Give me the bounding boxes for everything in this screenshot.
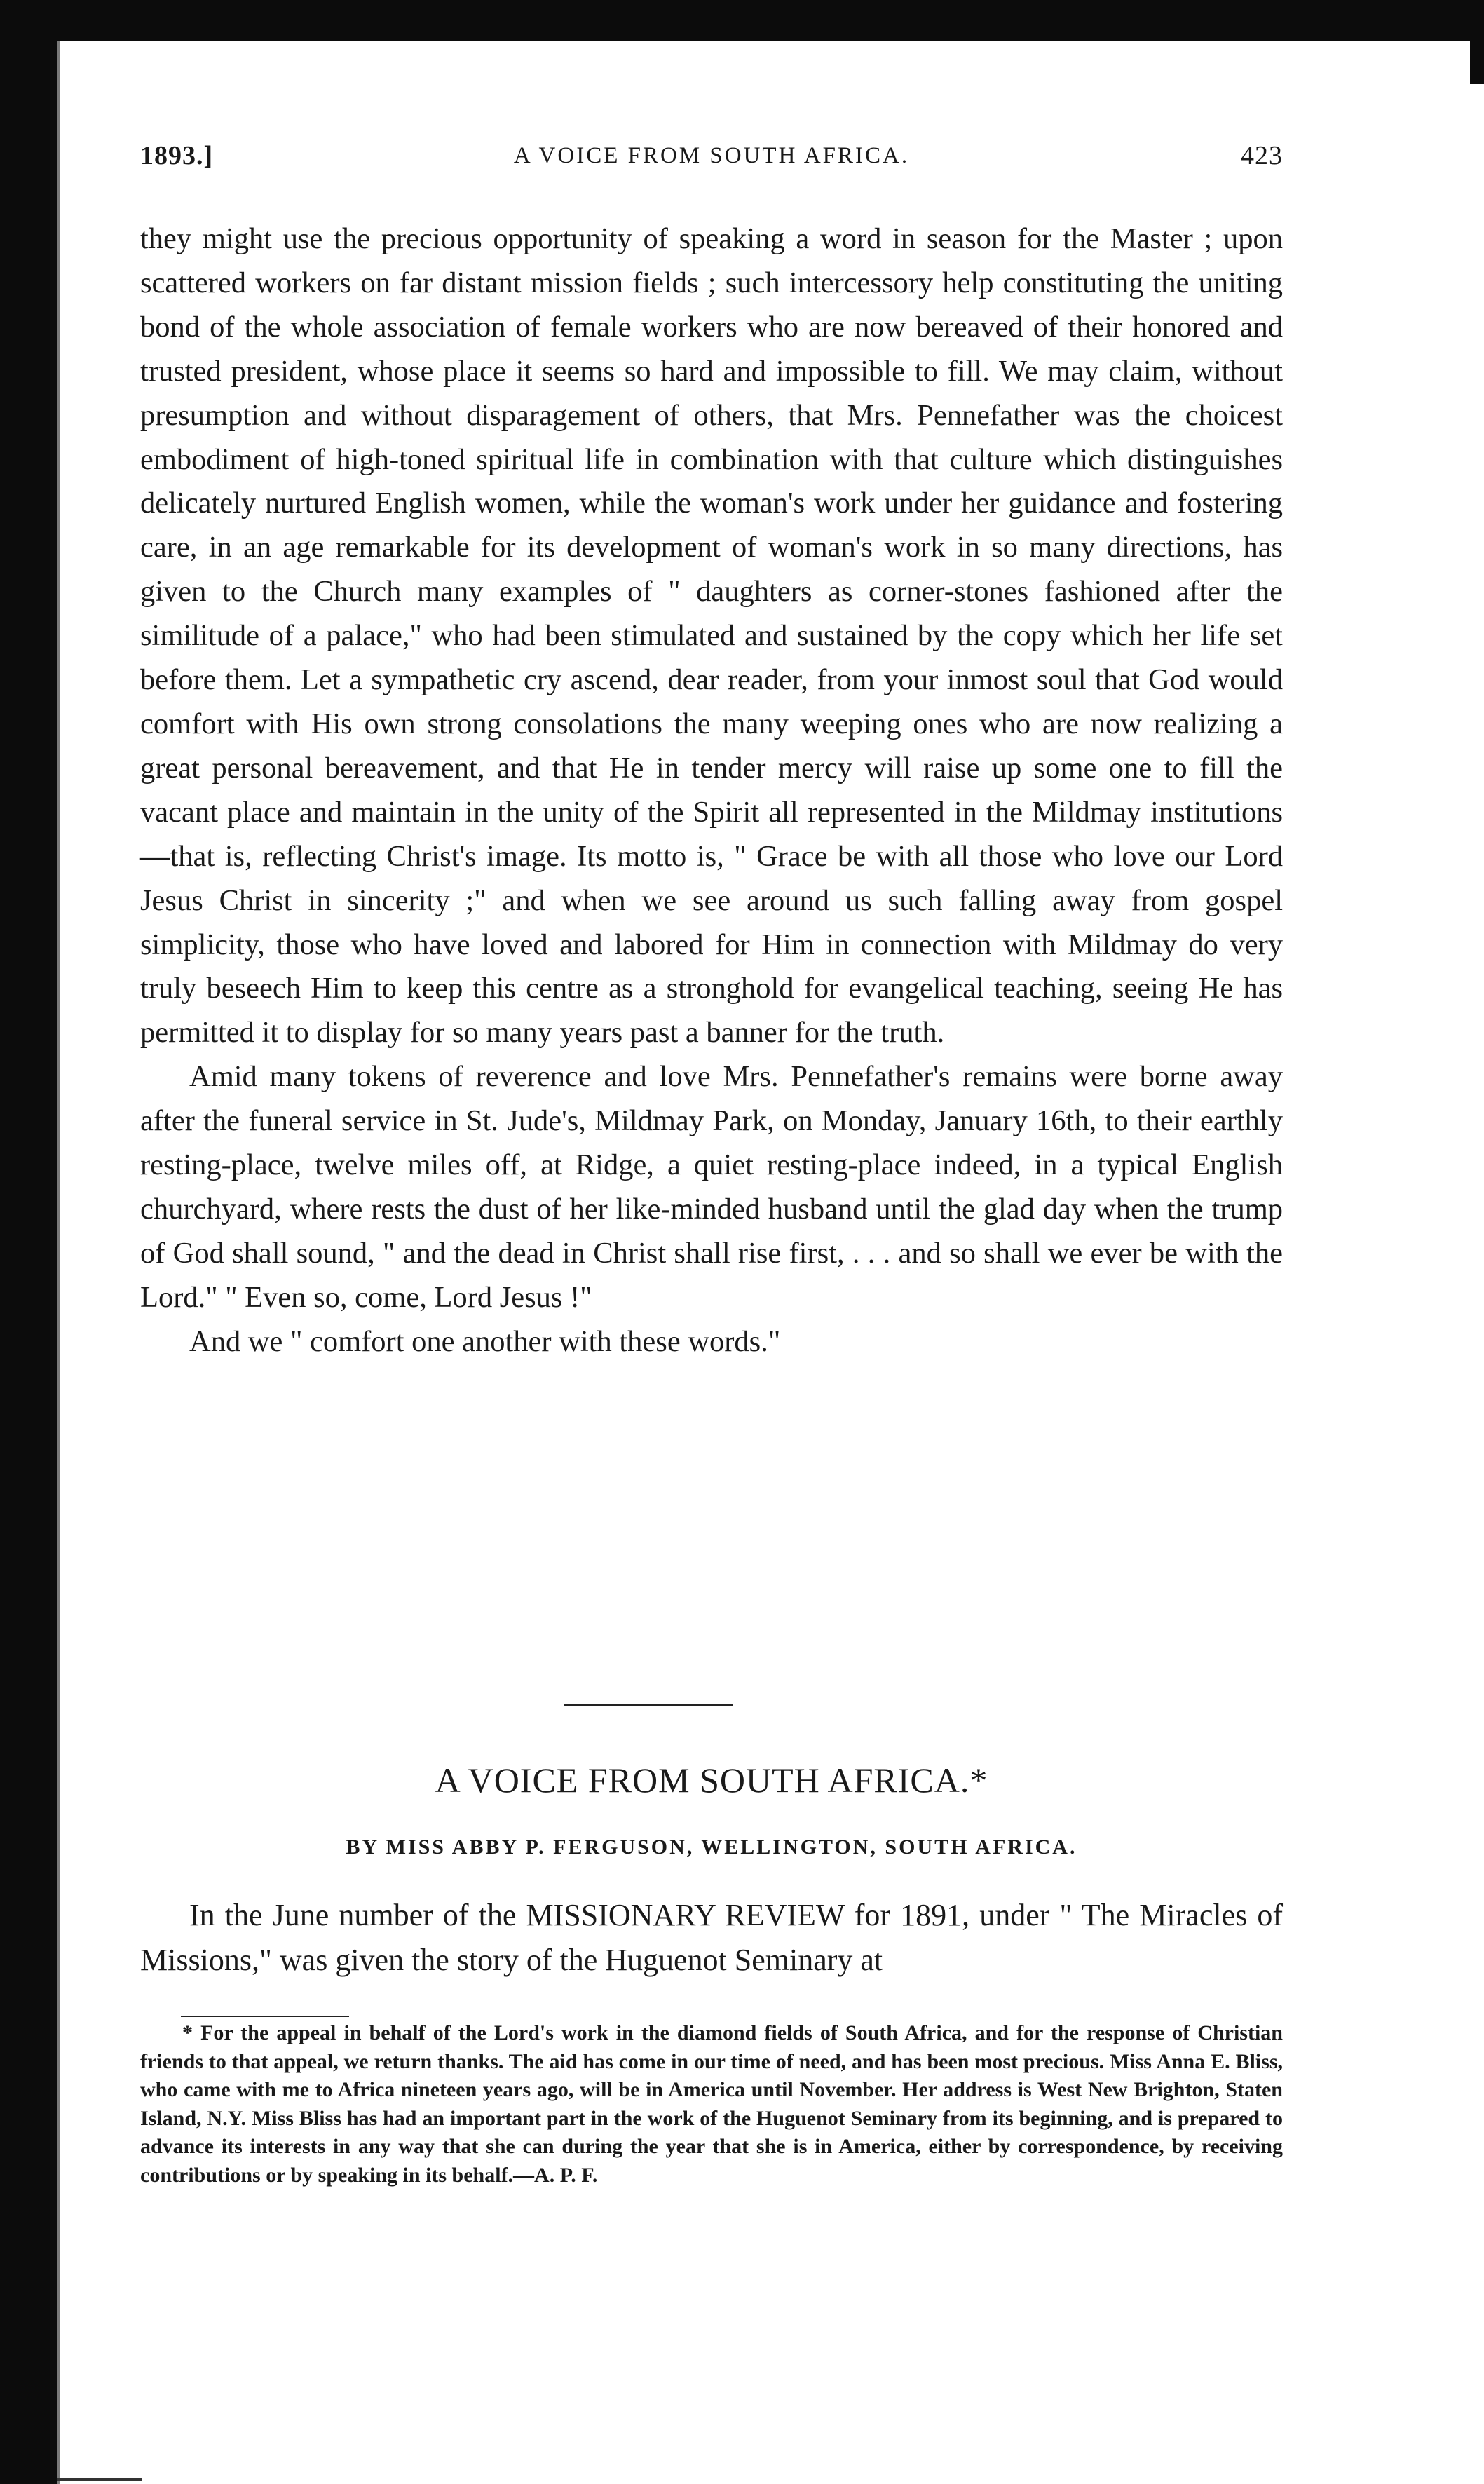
article-intro [140,1893,1283,1983]
scan-border-corner [1470,0,1484,84]
running-head-title: A VOICE FROM SOUTH AFRICA. [513,143,910,168]
article-byline: BY MISS ABBY P. FERGUSON, WELLINGTON, SOUTH AFRICA. [346,1835,1077,1859]
running-head-year: 1893.] [140,141,214,170]
running-head [140,140,1283,182]
paragraph-1: they might use the precious opportunity of speaking a word in season for the Master ; upon scattered workers on far distant mission fields ; such intercessory help constituting the uniting bond of the whole association of female workers who are now bereaved of their honored and trusted president, whose place it seems so hard and impossible to fill. We may claim, without presumption and without disparagement of others, that Mrs. Pennefather was the choicest embodiment of high-toned spiritual life in combination with that culture which distinguishes delicately nurtured English women, while the woman's work under her guidance and fostering care, in an age remarkable for its development of woman's work in so many directions, has given to the Church many examples of " daughters as corner-stones fashioned after the similitude of a palace," who had been stimulated and sustained by the copy which her life set before them. Let a sympathetic cry ascend, dear reader, from your inmost soul that God would comfort with His own strong consolations the many weeping ones who are now realizing a great personal bereavement, and that He in tender mercy will raise up some one to fill the vacant place and maintain in the unity of the Spirit all represented in the Mildmay institutions—that is, reflecting Christ's image. Its motto is, " Grace be with all those who love our Lord Jesus Christ in sincerity ;" and when we see around us such falling away from gospel simplicity, those who have loved and labored for Him in connection with Mildmay do very truly beseech Him to keep this centre as a stronghold for evangelical teaching, seeing He has permitted it to display for so many years past a banner for the truth. [140,222,1283,1050]
footnote-text: * For the appeal in behalf of the Lord's work in the diamond fields of South Africa, and for the response of Christian friends to that appeal, we return thanks. The aid has come in our time of need, and has been most precious. Miss Anna E. Bliss, who came with me to Africa nineteen years ago, will be in America until November. Her address is West New Brighton, Staten Island, N.Y. Miss Bliss has had an important part in the work of the Huguenot Seminary from its beginning, and is prepared to advance its interests in any way that she can during the year that she is in America, either by correspondence, by receiving contributions or by speaking in its behalf.—A. P. F. [140,2021,1283,2187]
scan-border-bottom [57,2478,142,2481]
footnote-rule [181,2016,349,2017]
page-edge [57,41,60,2484]
scan-border-top [0,0,1484,41]
paragraph-3: And we " comfort one another with these words." [189,1324,781,1358]
scan-border-left [0,41,57,2484]
page-number: 423 [1241,141,1283,170]
article-title: A VOICE FROM SOUTH AFRICA.* [435,1760,988,1800]
section-divider [564,1704,733,1706]
article-intro-paragraph: In the June number of the MISSIONARY REVIEW for 1891, under " The Miracles of Missions," was given the story of the Huguenot Seminary at [140,1898,1283,1977]
footnote [140,2019,1283,2190]
body-text [140,217,1283,1364]
paragraph-2: Amid many tokens of reverence and love Mrs. Pennefather's remains were borne away after the funeral service in St. Jude's, Mildmay Park, on Monday, January 16th, to their earthly resting-place, twelve miles off, at Ridge, a quiet resting-place indeed, in a typical English churchyard, where rests the dust of her like-minded husband until the glad day when the trump of God shall sound, " and the dead in Christ shall rise first, . . . and so shall we ever be with the Lord." " Even so, come, Lord Jesus !" [140,1060,1283,1314]
